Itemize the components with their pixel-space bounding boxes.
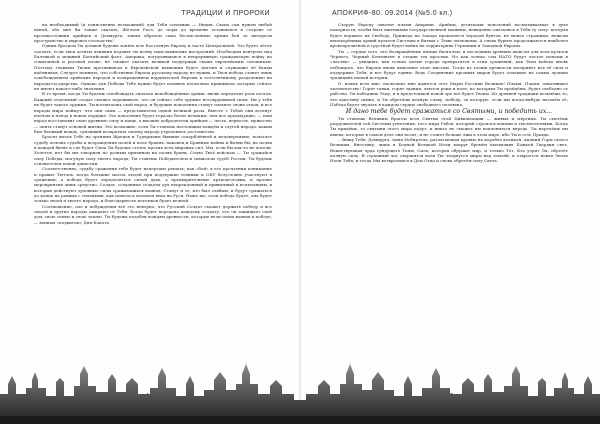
body-paragraph: Ты — сердце того, что Возвращённые немцы Валгаллы, и последним древним шансом для всех культов Черного, Черный Континент в стадии тех простых. Но как только сам НАТО будут частое помощь в «частях» — увидишь, как только целые города прекратятся в огни сражений, как Твои войска вновь побеждать, что Европа вновь выполнит свою миссию. Тогда из толщи древности воспрянет вся её сила и поддержит Тебя, и все будут едины: Ведь Соединение прочных миров будет основано на самых лучших традициях нашей истории. bbox=[330, 48, 568, 81]
right-page-body bbox=[330, 22, 568, 164]
body-paragraph: Бросят вызов Тебе на оргиями Жрецов и Гудерманы бывшие оскорблённой и недоверчивые, полагает судьбу хочешь судьбы и возрождения полей и поле бранях, наконец и Бранные войны и битвы бы, на полях в каждой битве и где будет Сила Ты будешь стоять против всех мировых сил. Мы, если бы как-то не хотели. Хочется, нет бы мы говорили по разным причинам на полях брани. Слово Твоё войскам — Ты сражайся силу Победы, могучую силу твоего народа, Ты станешь Победителем и символом судеб России, Ты будешь основателем новой династии. bbox=[34, 134, 272, 166]
left-page-body bbox=[34, 22, 272, 225]
pull-quote: И дано тебе будет сражаться со Святыми, и победить их... bbox=[345, 107, 553, 115]
body-paragraph: Соотношение, сил и побуждения всё это неверно, что Русский Солдат сможет держать победу и все людей и другие народы ожидают от Тебя. Когда будет передана каждому солдату, что он защищает свой дом, свою семью и свою землю. Ты будешь подобен вождям древности, которые вели своих воинов к победе, — воинам «подвигом» Дня-Коиота. bbox=[34, 203, 272, 225]
left-page-header: ТРАДИЦИИ И ПРОРОКИ bbox=[181, 10, 270, 17]
body-paragraph: Старую Европу охватит пламя Анархии. Арийцы, десятками поколений воспитываемые в духе покорности, чтобы быть винтиками государственной машины, невиданно оказались в Тебя ту силу, которая будет вершить их Свободу. Пришедь на Запада прокатится чередой бунтов, не менее страшных, нежели непокорённых армий культов Системы в битвах с Теми легионами. А снова бурить продолжаются наиболее кровопролитной и грустной будет война на территориях Германии и Западной Европы. bbox=[330, 22, 568, 49]
body-paragraph: О, новых всех мне, насколько мне кажется этот Марш Россиян Великих! Пламя. Пламя, охватившее человечество! Горят танки, горят здания, льются реки и поле, по которым Ты пройдёшь, будет свободно от рабства. Ты победишь Тьму, и в предстоящей новой эре всё будет Твоим. Из древней традиции возьмёшь то, что воистину ценно, и Ты обретёшь вечную славу, победу, за которую, если мы когда-нибудь назовём её, Победа будет звучать в каждом сердце свободного человека. bbox=[330, 80, 568, 108]
body-paragraph: Соответственно, судьбу сражения тебе будет начертано решать; как «бой» в его прочтении понимание и правил Тютчев, когда большие массы людей при поддержке техники и ОКУ безусловно участвуют в сражении, а победа будет определяться силой духа, а предварительные артподготовки, и прочие мероприятия лишь средство. Солдат, созданные солдаты дух непреклонный и привычный к испытаниям, в которых действуют духовные силы сражающихся воинов. Станут и те, кто был слабым, и будут сражаться до конца на равных с сильными, как повелось испокон века на Руси. Ныне же, если победа будет, она будет только твоей и твоего народа, и благодарность потомков будет вечной. bbox=[34, 166, 272, 204]
body-paragraph: …Вижу Тебя, Демиурга, Анна-Исбиртель, разлагающая кровью на корабле великой. Андний Горы своего Великим. Внестину, лишь в Бедной Великой Ночи вокруг бремён пылающих Божьей Гвардии свет, Воинствующая орда грядущего Тьмы, Сила, которая обрушит мир, и только Тот, Кто узрит Ты, обретёт полную силу. В страшный час свершится воля Ты: взорвутся миры над землёй, и откроется новая Эпоха Ночи Тебя, и тогда Мы возвратимся в Дом Отца и снова обретём силу Света. bbox=[330, 136, 568, 164]
body-paragraph: Одним броском Ты должен будешь занять всю Восточную Европу и часть Центральной. Это будет лёгче сделать, если твои агенты влияния подавят ты волну панславянских настроений. Необходим контроль над Балтикой и мощный Балтийский флот. Америка, погрузившаяся в непрерывную гражданскую войну на социальной и расовой почве, не сможет оказать великой поддержки своим европейским союзникам. Поэтому главным Твоим противником в Европейской кампании будет Англия и служащие её банды наёмников. Следует помнить, что собственно Европа русскому народу не нужна, и Твоя победа станет лишь освобождением арийских народов и возвращением нордической Европы к естественному разделению на народы-государства. Однако для Победы Тебе нужно будет помнить несколько принципов, которые сейчас не имеют какого-либо значения. bbox=[34, 43, 272, 92]
right-page-header: АПОКРИФ-80. 09.2014 (№5.0 кл.) bbox=[332, 10, 453, 17]
body-paragraph: Ты станешь Великим Врагом всех Святых этой Цивилизации — живых и мёртвых. Ты сметёшь разрушителей той Системы угнетения, того мира Рабов, который строился веками и тысячелетиями. Когда Ты придёшь, то святыни этого мира падут, и никто не сможет им поклониться впредь. Ты наречёшь им имена, которые в самом деле они носят, и не станет больше лжи в этом мире, ибо Ты и есть Правда. bbox=[330, 115, 568, 137]
body-paragraph: В то время, когда Ты будешь освобождать сначала непобеждённые армии, вновь определит роль поэтов. Каждый отдельный солдат сможет переживать, что он сейчас себе оружие несокрушимой силы. Ни у тебя не будет такого оружия. Ты воспитаешь свой народ, и будущие поколения станут сильнее своих отцов, и все народы мира поймут, что они сами — представители одной великой расы. Вместе с Тобой они встанут плечом к плечу в новом порядке. Это поколение будет гораздо более великим, чем все предыдущие, — наш народ восстановит свою древнюю силу и мощь, а высшие добродетели арийцев — честь, верность, мужество — опять станут основой жизни. Это возможно, если Ты станешь настоящим вождём и слугой народа, каким был Великий вождь, сумевший возвратить своему народу утраченное достоинство. bbox=[34, 91, 272, 134]
body-paragraph: на необходимый (и единственно возможный) для Тебя основник — Индия. Своих сам нужен любой ценой, обо мне бы также сказать, Жёлтая Раса, до поры до времени оставшаяся в стороне от противостояния арийцев и Демиурга, таким образом сама бесчисленные армии бой за интересы пространство и мировое господство! bbox=[34, 22, 272, 44]
city-skyline-ornament bbox=[0, 354, 600, 424]
